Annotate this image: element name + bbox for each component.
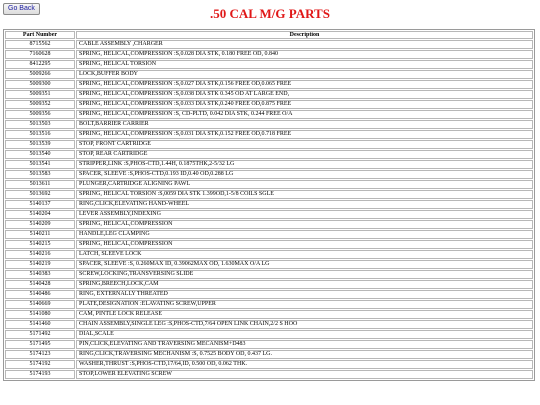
table-row — [5, 270, 533, 279]
description-cell: RING,CLICK,ELEVATING HAND-WHEEL — [76, 200, 533, 209]
table-row — [5, 180, 533, 189]
parts-table — [3, 29, 535, 381]
column-header-description: Description — [76, 31, 533, 39]
table-row — [5, 140, 533, 149]
part-number-cell: 5174123 — [5, 350, 75, 359]
description-cell: SPRING, HELICAL,COMPRESSION :S,0.027 DIA STK,0.156 FREE OD,0.065 FREE — [76, 80, 533, 89]
description-cell: RING,CLICK,TRAVERSING MECHANISM :S, 0.7525 BODY OD, 0.437 LG. — [76, 350, 533, 359]
part-number-cell: 5141460 — [5, 320, 75, 329]
page-title: .50 CAL M/G PARTS — [210, 6, 330, 21]
part-number-cell: 5140383 — [5, 270, 75, 279]
part-number-cell: 5140211 — [5, 230, 75, 239]
description-cell: SPRING, HELICAL TORSION :S,0059 DIA STK 1.399OD,1-5/8 COILS SGLE — [76, 190, 533, 199]
table-row — [5, 320, 533, 329]
part-number-cell: 5009300 — [5, 80, 75, 89]
table-row — [5, 220, 533, 229]
table-row — [5, 70, 533, 79]
table-row — [5, 280, 533, 289]
table-row — [5, 80, 533, 89]
table-row — [5, 250, 533, 259]
part-number-cell: 8715562 — [5, 40, 75, 49]
table-row — [5, 100, 533, 109]
table-row — [5, 160, 533, 169]
table-row — [5, 40, 533, 49]
table-row — [5, 110, 533, 119]
description-cell: LATCH, SLEEVE LOCK — [76, 250, 533, 259]
part-number-cell: 5013583 — [5, 170, 75, 179]
table-row — [5, 210, 533, 219]
part-number-cell: 5009266 — [5, 70, 75, 79]
description-cell: CHAIN ASSEMBLY,SINGLE LEG :S,PHOS-CTD,7/64 OPEN LINK CHAIN,2/2 S HOO — [76, 320, 533, 329]
description-cell: SPRING, HELICAL,COMPRESSION :S,0.033 DIA STK,0.240 FREE OD,0.875 FREE — [76, 100, 533, 109]
description-cell: LEVER ASSEMBLY,INDEXING — [76, 210, 533, 219]
description-cell: RING, EXTERNALLY THREATED — [76, 290, 533, 299]
table-header-row — [5, 31, 533, 39]
description-cell: PIN,CLICK,ELEVATING AND TRAVERSING MECANISM+D483 — [76, 340, 533, 349]
description-cell: STOP, FRONT CARTRIDGE — [76, 140, 533, 149]
description-cell: SPACER, SLEEVE :S,PHOS-CTD,0.193 ID,0.40 OD,0.288 LG — [76, 170, 533, 179]
description-cell: WASHER,THRUST :S,PHOS-CTD,17/64,ID, 0.500 OD, 0.062 THK. — [76, 360, 533, 369]
table-row — [5, 130, 533, 139]
table-row — [5, 60, 533, 69]
table-body — [5, 40, 533, 379]
part-number-cell: 5140219 — [5, 260, 75, 269]
part-number-cell: 5013540 — [5, 150, 75, 159]
description-cell: CAM, PINTLE LOCK RELEASE — [76, 310, 533, 319]
description-cell: PLATE,DESIGNATION :ELAVATING SCREW,UPPER — [76, 300, 533, 309]
part-number-cell: 5174193 — [5, 370, 75, 379]
part-number-cell: 5140486 — [5, 290, 75, 299]
go-back-button[interactable]: Go Back — [3, 3, 40, 15]
part-number-cell: 7160628 — [5, 50, 75, 59]
part-number-cell: 8412295 — [5, 60, 75, 69]
table-row — [5, 240, 533, 249]
part-number-cell: 5009356 — [5, 110, 75, 119]
part-number-cell: 5140215 — [5, 240, 75, 249]
column-header-part-number: Part Number — [5, 31, 75, 39]
description-cell: SPRING, HELICAL,COMPRESSION :S,0.028 DIA STK, 0.180 FREE OD, 0.840 — [76, 50, 533, 59]
table-row — [5, 200, 533, 209]
table-row — [5, 120, 533, 129]
table-row — [5, 290, 533, 299]
part-number-cell: 5013516 — [5, 130, 75, 139]
part-number-cell: 5171492 — [5, 330, 75, 339]
part-number-cell: 5013503 — [5, 120, 75, 129]
description-cell: PLUNGER,CARTRIDGE ALIGNING PAWL — [76, 180, 533, 189]
description-cell: CABLE ASSEMBLY ,CHARGER — [76, 40, 533, 49]
table-row — [5, 350, 533, 359]
description-cell: SPRING, HELICAL,COMPRESSION :S,0.031 DIA STK,0.152 FREE OD,0.718 FREE — [76, 130, 533, 139]
part-number-cell: 5009352 — [5, 100, 75, 109]
table-row — [5, 170, 533, 179]
table-row — [5, 330, 533, 339]
part-number-cell: 5009351 — [5, 90, 75, 99]
part-number-cell: 5140209 — [5, 220, 75, 229]
part-number-cell: 5140204 — [5, 210, 75, 219]
table-row — [5, 360, 533, 369]
table-row — [5, 90, 533, 99]
description-cell: SPRING, HELICAL,COMPRESSION — [76, 220, 533, 229]
description-cell: SPACER, SLEEVE :S, 0.260MAX ID, 0.39062MAX OD, 1.630MAX O/A LG — [76, 260, 533, 269]
table-row — [5, 190, 533, 199]
description-cell: SPRING, HELICAL,COMPRESSION :S,0.038 DIA STK 0.345 OD AT LARGE END, — [76, 90, 533, 99]
description-cell: SPRING, HELICAL TORSION — [76, 60, 533, 69]
table-row — [5, 150, 533, 159]
description-cell: LOCK,BUFFER BODY — [76, 70, 533, 79]
part-number-cell: 5174192 — [5, 360, 75, 369]
description-cell: SPRING, HELICAL,COMPRESSION :S, CD-PLTD, 0.042 DIA STK, 0.244 FREE O/A — [76, 110, 533, 119]
description-cell: SPRING, HELICAL,COMPRESSION — [76, 240, 533, 249]
description-cell: BOLT,BARRIER CARRIER — [76, 120, 533, 129]
description-cell: SPRING,BREECH,LOCK,CAM — [76, 280, 533, 289]
description-cell: STOP,LOWER ELEVATING SCREW — [76, 370, 533, 379]
part-number-cell: 5013539 — [5, 140, 75, 149]
table-row — [5, 300, 533, 309]
description-cell: DIAL,SCALE — [76, 330, 533, 339]
part-number-cell: 5013692 — [5, 190, 75, 199]
table-row — [5, 340, 533, 349]
table-row — [5, 260, 533, 269]
description-cell: STOP, REAR CARTRIDGE — [76, 150, 533, 159]
part-number-cell: 5141080 — [5, 310, 75, 319]
table-row — [5, 370, 533, 379]
part-number-cell: 5140216 — [5, 250, 75, 259]
part-number-cell: 5140137 — [5, 200, 75, 209]
part-number-cell: 5140669 — [5, 300, 75, 309]
part-number-cell: 5013541 — [5, 160, 75, 169]
part-number-cell: 5171495 — [5, 340, 75, 349]
part-number-cell: 5013611 — [5, 180, 75, 189]
table-row — [5, 50, 533, 59]
part-number-cell: 5140428 — [5, 280, 75, 289]
table-row — [5, 310, 533, 319]
description-cell: STRIPPER,LINK :S,PHOS-CTD,1.44H, 0.1875THK,2-5/32 LG — [76, 160, 533, 169]
description-cell: HANDLE,LEG CLAMPING — [76, 230, 533, 239]
description-cell: SCREW,LOCKING,TRANSVERSING SLIDE — [76, 270, 533, 279]
table-row — [5, 230, 533, 239]
